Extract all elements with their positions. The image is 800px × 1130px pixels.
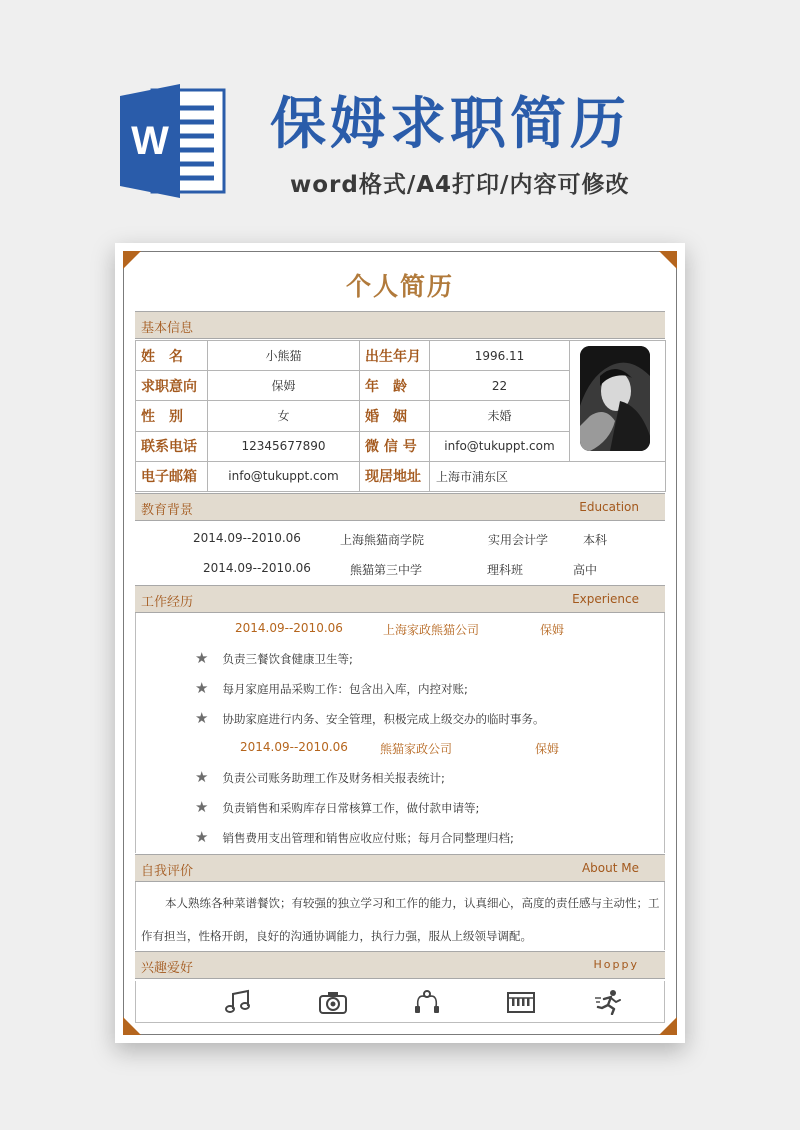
edu-period: 2014.09--2010.06 bbox=[193, 531, 301, 545]
resume-sheet bbox=[115, 243, 685, 1043]
label-name: 姓 名 bbox=[136, 341, 208, 371]
duty-item: ★ 负责销售和采购库存日常核算工作，做付款申请等; bbox=[195, 798, 480, 816]
label-address: 现居地址 bbox=[360, 461, 430, 491]
job-period: 2014.09--2010.06 bbox=[235, 621, 343, 635]
edu-school: 上海熊猫商学院 bbox=[340, 533, 425, 547]
photo-cell bbox=[570, 341, 666, 462]
section-education bbox=[135, 493, 665, 521]
value-gender: 女 bbox=[208, 401, 360, 431]
value-address: 上海市浦东区 bbox=[430, 461, 666, 491]
section-title-en: About Me bbox=[581, 861, 639, 875]
label-job-intent: 求职意向 bbox=[136, 371, 208, 401]
job-period: 2014.09--2010.06 bbox=[240, 740, 348, 754]
job-position: 保姆 bbox=[535, 742, 560, 756]
label-phone: 联系电话 bbox=[136, 431, 208, 461]
star-icon: ★ bbox=[195, 649, 209, 667]
music-note-icon bbox=[224, 989, 254, 1015]
label-gender: 性 别 bbox=[136, 401, 208, 431]
label-marriage: 婚 姻 bbox=[360, 401, 430, 431]
value-job-intent: 保姆 bbox=[208, 371, 360, 401]
banner bbox=[0, 0, 800, 230]
profile-photo bbox=[580, 346, 650, 451]
duty-item: ★ 销售费用支出管理和销售应收应付账；每月合同整理归档; bbox=[195, 828, 514, 846]
label-wechat: 微 信 号 bbox=[360, 431, 430, 461]
value-phone: 12345677890 bbox=[208, 431, 360, 461]
edu-degree: 本科 bbox=[583, 533, 608, 547]
self-eval-text: 本人熟练各种菜谱餐饮；有较强的独立学习和工作的能力，认真细心，高度的责任感与主动性；工作有担当，性格开朗，良好的沟通协调能力，执行力强，服从上级领导调配。 bbox=[141, 896, 660, 943]
star-icon: ★ bbox=[195, 768, 209, 786]
star-icon: ★ bbox=[195, 709, 209, 727]
edu-period: 2014.09--2010.06 bbox=[203, 561, 311, 575]
camera-icon bbox=[318, 989, 348, 1015]
duty-item: ★ 协助家庭进行内务、安全管理，积极完成上级交办的临时事务。 bbox=[195, 709, 545, 727]
section-title: 自我评价 bbox=[141, 864, 194, 879]
edu-school: 熊猫第三中学 bbox=[350, 563, 423, 577]
label-age: 年 龄 bbox=[360, 371, 430, 401]
label-birth: 出生年月 bbox=[360, 341, 430, 371]
job-company: 熊猫家政公司 bbox=[380, 742, 453, 756]
resume-title: 个人简历 bbox=[345, 272, 454, 301]
star-icon: ★ bbox=[195, 798, 209, 816]
section-hobbies bbox=[135, 951, 665, 979]
running-icon bbox=[594, 989, 624, 1015]
word-document-icon bbox=[118, 82, 228, 200]
piano-icon bbox=[506, 989, 536, 1015]
page-title: 保姆求职简历 bbox=[270, 92, 630, 157]
section-self-eval bbox=[135, 854, 665, 882]
value-wechat: info@tukuppt.com bbox=[430, 431, 570, 461]
page-subtitle: word格式/A4打印/内容可修改 bbox=[290, 172, 630, 198]
duty-item: ★ 每月家庭用品采购工作：包含出入库，内控对账; bbox=[195, 679, 468, 697]
value-name: 小熊猫 bbox=[208, 341, 360, 371]
hobbies-row bbox=[135, 981, 665, 1023]
table-row bbox=[136, 461, 666, 491]
section-experience bbox=[135, 585, 665, 613]
section-title: 基本信息 bbox=[141, 321, 194, 336]
section-title: 教育背景 bbox=[141, 503, 194, 518]
edu-major: 理科班 bbox=[487, 563, 524, 577]
section-title-en: Experience bbox=[572, 592, 639, 606]
section-basic-info bbox=[135, 311, 665, 339]
section-title: 兴趣爱好 bbox=[141, 961, 194, 976]
job-position: 保姆 bbox=[540, 623, 565, 637]
value-age: 22 bbox=[430, 371, 570, 401]
section-title: 工作经历 bbox=[141, 595, 194, 610]
svg-text:W: W bbox=[131, 119, 169, 163]
section-title-en: Hoppy bbox=[593, 958, 639, 971]
star-icon: ★ bbox=[195, 828, 209, 846]
basic-info-table bbox=[135, 340, 666, 492]
table-row bbox=[136, 341, 666, 371]
star-icon: ★ bbox=[195, 679, 209, 697]
edu-major: 实用会计学 bbox=[488, 533, 549, 547]
jump-rope-icon bbox=[412, 989, 442, 1015]
value-email: info@tukuppt.com bbox=[208, 461, 360, 491]
value-birth: 1996.11 bbox=[430, 341, 570, 371]
value-marriage: 未婚 bbox=[430, 401, 570, 431]
edu-degree: 高中 bbox=[573, 563, 598, 577]
duty-item: ★ 负责公司账务助理工作及财务相关报表统计; bbox=[195, 768, 445, 786]
job-company: 上海家政熊猫公司 bbox=[383, 623, 480, 637]
label-email: 电子邮箱 bbox=[136, 461, 208, 491]
duty-item: ★ 负责三餐饮食健康卫生等; bbox=[195, 649, 353, 667]
section-title-en: Education bbox=[579, 500, 639, 514]
